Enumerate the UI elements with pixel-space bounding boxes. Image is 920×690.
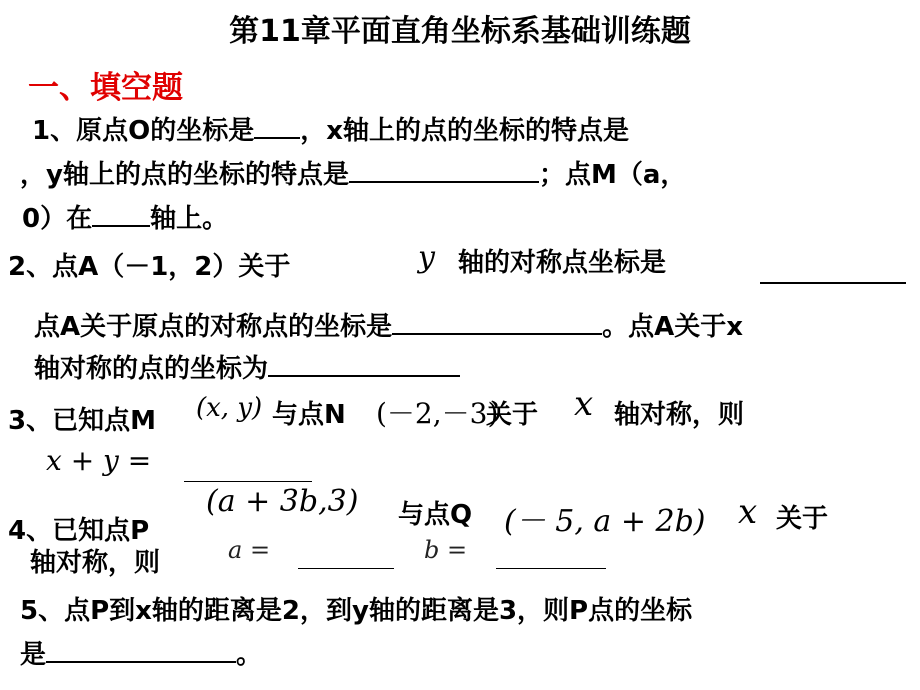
q1-text-2b: ；点M（a，	[538, 160, 687, 190]
q4-b-equals: b =	[424, 536, 468, 564]
q3-text-a: 3、已知点M	[8, 406, 156, 436]
q5-text-end: 。	[236, 640, 263, 670]
q2-origin-sym-blank	[392, 332, 602, 335]
q4-point-p-coords: (a + 3b,3)	[206, 484, 359, 519]
q1-point-m-blank	[92, 224, 150, 227]
q5-line-2	[20, 634, 262, 671]
section-heading: 一、填空题	[28, 70, 183, 106]
q1-text-2a: ，y轴上的点的坐标的特点是	[20, 160, 349, 190]
q3-expression: x + y =	[46, 444, 152, 477]
q4-text-a: 4、已知点P	[8, 516, 150, 546]
q1-line-3	[22, 198, 228, 235]
q1-text-1b: ，x轴上的点的坐标的特点是	[300, 116, 629, 146]
q4-text-c: 关于	[776, 504, 829, 534]
q5-line-1: 5、点P到x轴的距离是2，到y轴的距离是3，则P点的坐标	[20, 596, 693, 626]
q1-text-1a: 1、原点O的坐标是	[32, 116, 255, 146]
q1-text-3a: 0）在	[22, 204, 93, 234]
q4-a-blank	[298, 568, 394, 569]
q1-line-2	[20, 154, 686, 191]
q4-b-blank	[496, 568, 606, 569]
q2-text-a: 2、点A（－1，2）关于	[8, 252, 291, 282]
q3-text-d: 轴对称，则	[614, 400, 745, 430]
q3-answer-blank	[184, 481, 312, 482]
q2-text-2a: 点A关于原点的对称点的坐标是	[34, 312, 393, 342]
q3-x-symbol: x	[574, 384, 594, 424]
q2-line-3	[34, 348, 460, 385]
q2-text-2b: 。点A关于x	[602, 312, 744, 342]
q4-a-equals: a =	[228, 536, 271, 564]
q5-coords-blank	[46, 660, 236, 663]
q4-text-d: 轴对称，则	[30, 548, 161, 578]
page-title: 第11章平面直角坐标系基础训练题	[229, 14, 691, 49]
q2-y-symbol: y	[418, 240, 435, 275]
q3-text-c: 关于	[486, 400, 539, 430]
q1-origin-blank	[254, 136, 300, 139]
q3-text-b: 与点N	[272, 400, 346, 430]
q3-point-m-coords: (x, y)	[196, 393, 263, 423]
q4-point-q-coords: (－ 5, a + 2b)	[504, 504, 706, 539]
q2-text-3: 轴对称的点的坐标为	[34, 354, 269, 384]
q5-text-2: 是	[20, 640, 47, 670]
q4-x-symbol: x	[738, 492, 758, 532]
q1-yaxis-blank	[349, 180, 539, 183]
q1-line-1	[32, 110, 629, 147]
q3-point-n-coords: (－2,－3)	[376, 397, 499, 430]
q2-line-2	[34, 306, 743, 343]
q2-text-b: 轴的对称点坐标是	[458, 248, 667, 278]
q2-y-sym-blank	[760, 282, 906, 284]
q2-x-sym-blank	[268, 374, 460, 377]
q4-text-b: 与点Q	[398, 500, 473, 530]
q1-text-3b: 轴上。	[150, 204, 229, 234]
